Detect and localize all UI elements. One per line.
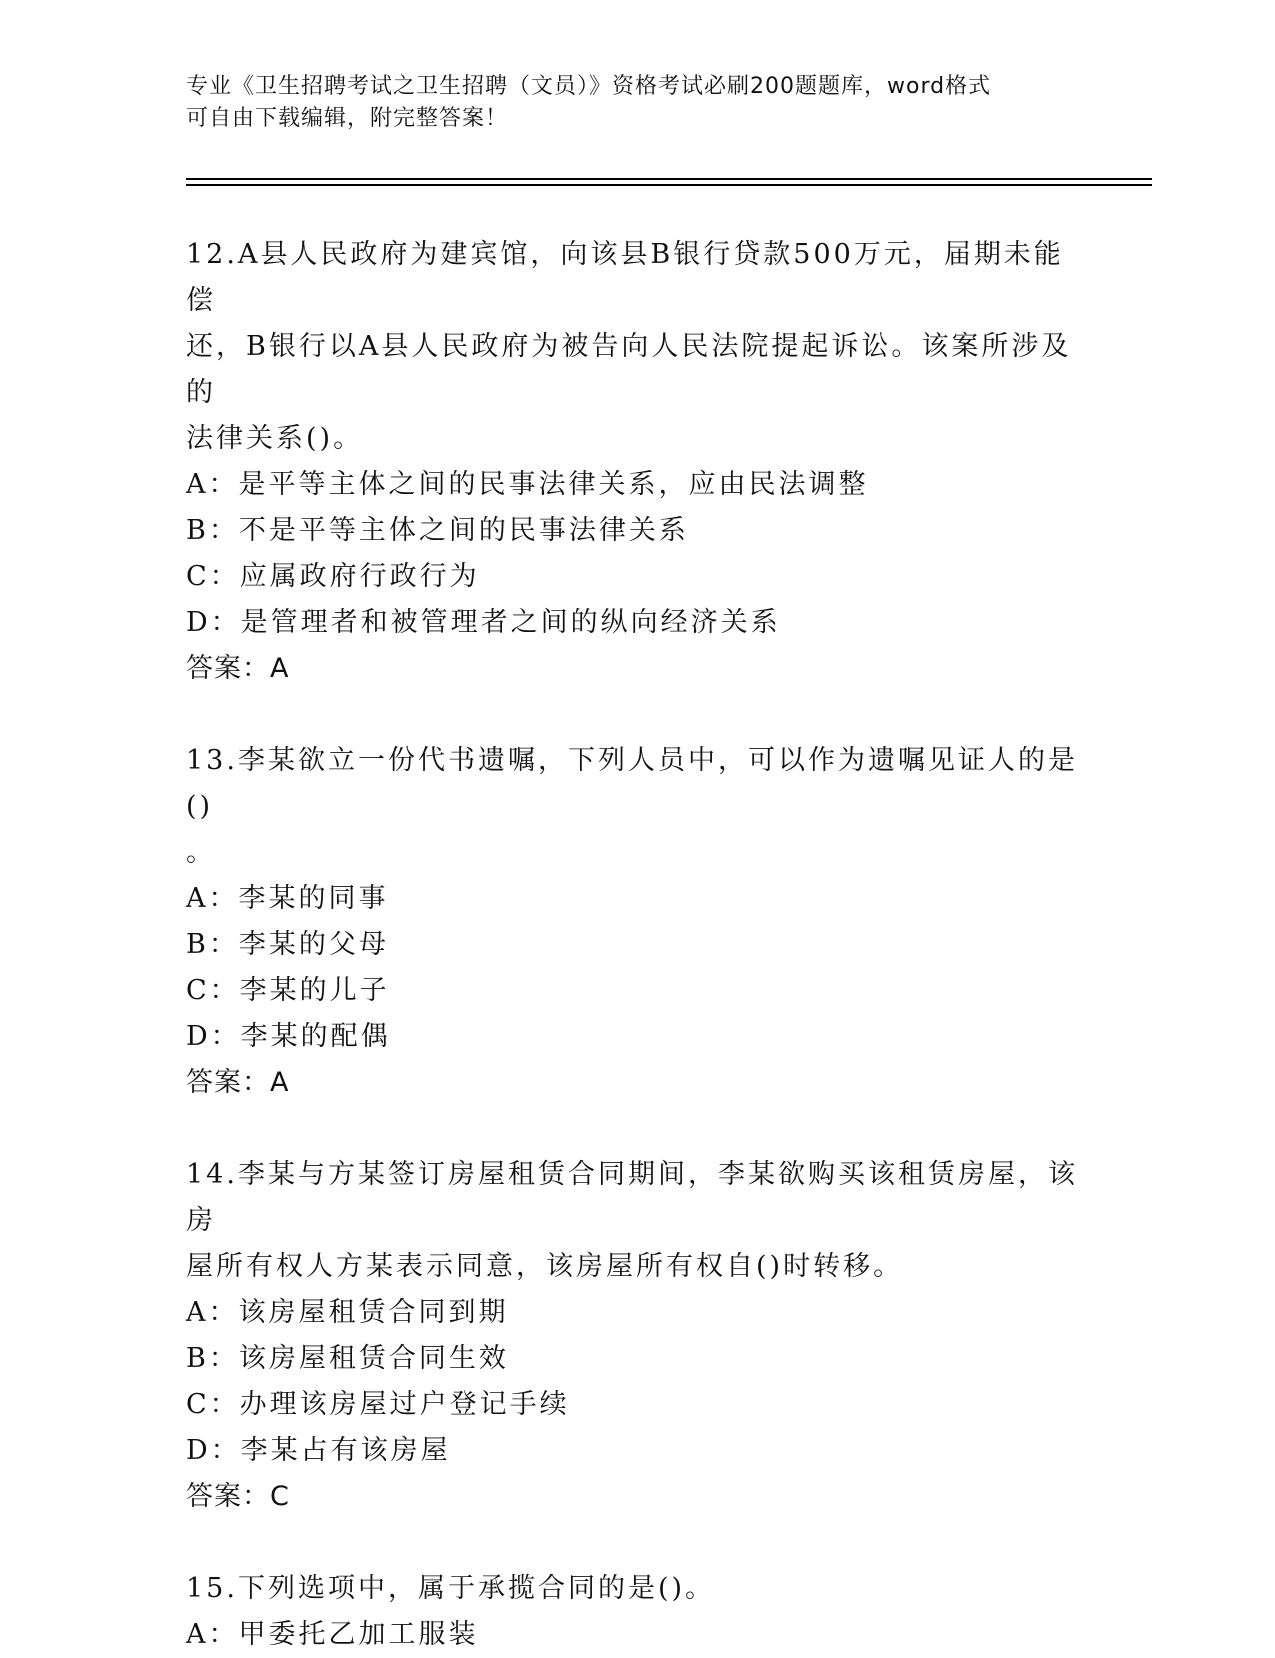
header-divider-bottom [186, 184, 1152, 186]
header-line-2: 可自由下载编辑，附完整答案！ [186, 106, 509, 131]
question-12 [186, 232, 1086, 692]
question-stem-line: 。 [186, 837, 216, 868]
header-divider-top [186, 178, 1152, 180]
question-15 [186, 1566, 1086, 1658]
question-list [186, 232, 1086, 1658]
option-c: C：应属政府行政行为 [186, 561, 480, 592]
question-stem-line: 13.李某欲立一份代书遗嘱，下列人员中，可以作为遗嘱见证人的是() [186, 745, 1078, 822]
option-b: B：该房屋租赁合同生效 [186, 1343, 509, 1374]
answer-line: 答案：A [186, 1067, 290, 1098]
option-d: D：是管理者和被管理者之间的纵向经济关系 [186, 607, 781, 638]
option-b: B：不是平等主体之间的民事法律关系 [186, 515, 689, 546]
question-stem-line: 还，B银行以A县人民政府为被告向人民法院提起诉讼。该案所涉及的 [186, 331, 1072, 408]
question-13 [186, 738, 1086, 1106]
question-stem-line: 15.下列选项中，属于承揽合同的是()。 [186, 1573, 716, 1604]
option-b: B：李某的父母 [186, 929, 389, 960]
document-header [186, 71, 1086, 135]
question-stem-line: 屋所有权人方某表示同意，该房屋所有权自()时转移。 [186, 1251, 904, 1282]
question-stem-line: 法律关系()。 [186, 423, 364, 454]
answer-line: 答案：C [186, 1481, 290, 1512]
option-a: A：李某的同事 [186, 883, 389, 914]
answer-line: 答案：A [186, 653, 290, 684]
option-a: A：是平等主体之间的民事法律关系，应由民法调整 [186, 469, 869, 500]
question-14 [186, 1152, 1086, 1520]
question-stem-line: 14.李某与方某签订房屋租赁合同期间，李某欲购买该租赁房屋，该房 [186, 1159, 1078, 1236]
option-a: A：甲委托乙加工服装 [186, 1619, 479, 1650]
option-d: D：李某的配偶 [186, 1021, 391, 1052]
option-a: A：该房屋租赁合同到期 [186, 1297, 509, 1328]
question-stem-line: 12.A县人民政府为建宾馆，向该县B银行贷款500万元，届期未能偿 [186, 239, 1064, 316]
option-c: C：李某的儿子 [186, 975, 390, 1006]
option-d: D：李某占有该房屋 [186, 1435, 451, 1466]
header-line-1: 专业《卫生招聘考试之卫生招聘（文员）》资格考试必刷200题题库，word格式 [186, 74, 992, 99]
option-c: C：办理该房屋过户登记手续 [186, 1389, 570, 1420]
